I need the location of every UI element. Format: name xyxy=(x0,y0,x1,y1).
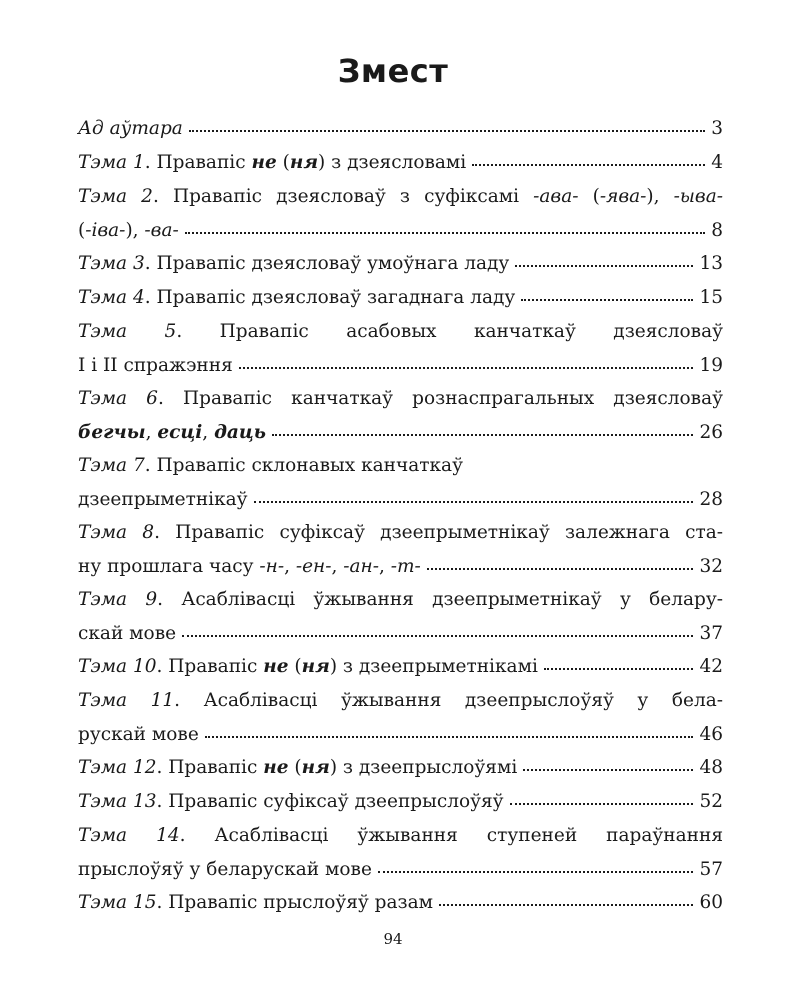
toc-entry-13[interactable] xyxy=(78,785,723,819)
toc-entry-11[interactable] xyxy=(78,684,723,751)
dot-leader xyxy=(515,264,693,267)
toc-page: 28 xyxy=(699,489,723,510)
toc-text: I і II спражэння xyxy=(78,355,233,376)
toc-page: 46 xyxy=(699,724,723,745)
topic-label: Тэма 2 xyxy=(78,186,153,207)
toc-entry-12[interactable] xyxy=(78,751,723,785)
dot-leader xyxy=(205,735,694,738)
dot-leader xyxy=(239,366,694,369)
toc-text: Тэма 14. Асаблівасці ўжывання ступеней параўнання xyxy=(78,825,723,846)
table-of-contents xyxy=(78,112,723,920)
toc-entry-6[interactable] xyxy=(78,382,723,449)
dot-leader xyxy=(182,634,693,637)
dot-leader xyxy=(523,768,693,771)
toc-entry-1[interactable] xyxy=(78,146,723,180)
dot-leader xyxy=(427,567,694,570)
topic-label: Тэма 11 xyxy=(78,690,175,711)
toc-entry-4[interactable] xyxy=(78,281,723,315)
toc-text: Тэма 12. Правапіс не (ня) з дзеепрыслоўямі xyxy=(78,757,518,778)
dot-leader xyxy=(472,163,705,166)
toc-text: Тэма 10. Правапіс не (ня) з дзеепрыметнікамі xyxy=(78,656,538,677)
topic-label: Тэма 14 xyxy=(78,825,180,846)
toc-page: 48 xyxy=(699,757,723,778)
toc-text: Тэма 2. Правапіс дзеясловаў з суфіксамі -ава- (-ява-), -ыва- xyxy=(78,186,723,207)
dot-leader xyxy=(378,870,694,873)
topic-label: Тэма 10 xyxy=(78,656,157,677)
page-title: Змест xyxy=(337,52,449,90)
toc-text: Тэма 7. Правапіс склонавых канчаткаў xyxy=(78,455,463,476)
dot-leader xyxy=(544,667,694,670)
topic-label: Тэма 3 xyxy=(78,253,145,274)
toc-page: 42 xyxy=(699,656,723,677)
toc-page: 32 xyxy=(699,556,723,577)
dot-leader xyxy=(254,500,694,503)
toc-entry-3[interactable] xyxy=(78,247,723,281)
toc-text: Тэма 6. Правапіс канчаткаў рознаспрагальных дзеясловаў xyxy=(78,388,723,409)
toc-text: Тэма 1. Правапіс не (ня) з дзеясловамі xyxy=(78,152,467,173)
toc-entry-8[interactable] xyxy=(78,516,723,583)
toc-entry-7[interactable] xyxy=(78,449,723,516)
topic-label: Тэма 1 xyxy=(78,152,145,173)
toc-text: дзеепрыметнікаў xyxy=(78,489,248,510)
toc-page: 37 xyxy=(699,623,723,644)
toc-text: Тэма 15. Правапіс прыслоўяў разам xyxy=(78,892,434,913)
toc-text: Тэма 11. Асаблівасці ўжывання дзеепрыслоўяў у бела- xyxy=(78,690,723,711)
topic-label: Тэма 7 xyxy=(78,455,145,476)
toc-text: Тэма 9. Асаблівасці ўжывання дзеепрыметнікаў у белару- xyxy=(78,589,723,610)
toc-entry-author[interactable] xyxy=(78,112,723,146)
toc-entry-15[interactable] xyxy=(78,886,723,920)
toc-page: 4 xyxy=(711,152,723,173)
dot-leader xyxy=(185,231,705,234)
toc-text: Тэма 5. Правапіс асабовых канчаткаў дзеясловаў xyxy=(78,321,723,342)
dot-leader xyxy=(189,129,705,132)
dot-leader xyxy=(272,433,693,436)
toc-text: бегчы, есці, даць xyxy=(78,422,266,443)
toc-text: Тэма 3. Правапіс дзеясловаў умоўнага ладу xyxy=(78,253,510,274)
toc-page: 26 xyxy=(699,422,723,443)
page-number: 94 xyxy=(383,930,403,948)
toc-page: 3 xyxy=(711,118,723,139)
topic-label: Тэма 6 xyxy=(78,388,158,409)
toc-title: Ад аўтара xyxy=(78,118,183,139)
toc-page: 19 xyxy=(699,355,723,376)
toc-entry-9[interactable] xyxy=(78,583,723,650)
toc-text: прыслоўяў у беларускай мове xyxy=(78,859,372,880)
topic-label: Тэма 4 xyxy=(78,287,145,308)
dot-leader xyxy=(510,802,694,805)
topic-label: Тэма 13 xyxy=(78,791,157,812)
toc-text: рускай мове xyxy=(78,724,199,745)
toc-page: 57 xyxy=(699,859,723,880)
toc-text: Тэма 8. Правапіс суфіксаў дзеепрыметнікаў залежнага ста- xyxy=(78,522,723,543)
toc-page: 8 xyxy=(711,220,723,241)
toc-page: 15 xyxy=(699,287,723,308)
toc-text: Тэма 4. Правапіс дзеясловаў загаднага ладу xyxy=(78,287,516,308)
topic-label: Тэма 5 xyxy=(78,321,177,342)
toc-text: ну прошлага часу -н-, -ен-, -ан-, -т- xyxy=(78,556,421,577)
toc-text: скай мове xyxy=(78,623,177,644)
toc-entry-14[interactable] xyxy=(78,819,723,886)
toc-entry-10[interactable] xyxy=(78,650,723,684)
topic-label: Тэма 9 xyxy=(78,589,158,610)
dot-leader xyxy=(521,298,693,301)
topic-label: Тэма 12 xyxy=(78,757,157,778)
toc-text: Тэма 13. Правапіс суфіксаў дзеепрыслоўяў xyxy=(78,791,504,812)
topic-label: Тэма 15 xyxy=(78,892,157,913)
toc-page: 60 xyxy=(699,892,723,913)
toc-text: (-іва-), -ва- xyxy=(78,220,179,241)
topic-label: Тэма 8 xyxy=(78,522,155,543)
toc-entry-5[interactable] xyxy=(78,315,723,382)
dot-leader xyxy=(439,903,693,906)
toc-page: 52 xyxy=(699,791,723,812)
toc-page: 13 xyxy=(699,253,723,274)
toc-entry-2[interactable] xyxy=(78,180,723,247)
